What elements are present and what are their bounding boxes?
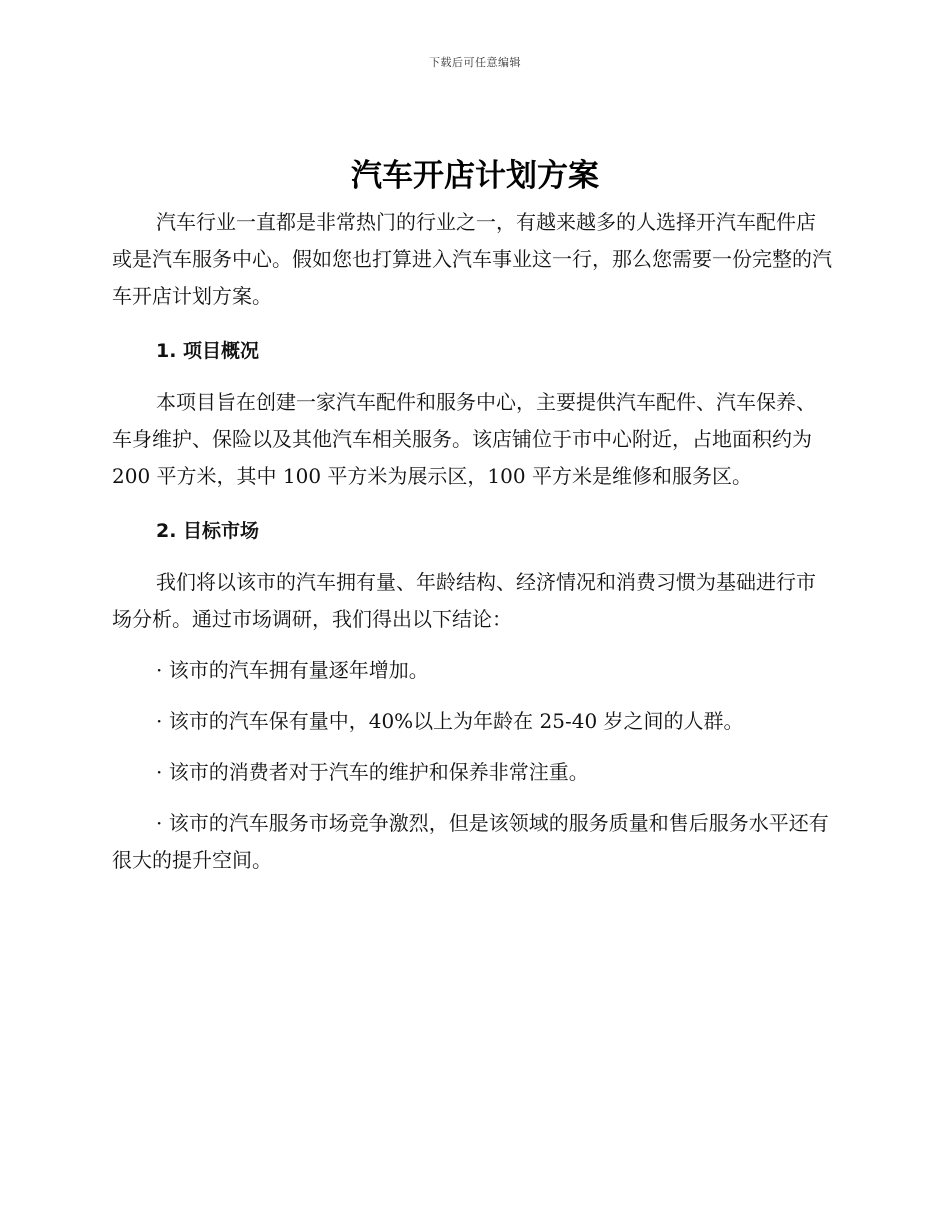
list-item: · 该市的消费者对于汽车的维护和保养非常注重。	[156, 760, 589, 784]
list-item: · 该市的汽车保有量中，40%以上为年龄在 25-40 岁之间的人群。	[156, 709, 744, 733]
project-overview-paragraph: 本项目旨在创建一家汽车配件和服务中心，主要提供汽车配件、汽车保养、车身维护、保险以及其他汽车相关服务。该店铺位于市中心附近，占地面积约为 200 平方米，其中 100 平方米为展示区，100 平方米是维修和服务区。	[112, 390, 816, 488]
page-header: 下载后可任意编辑	[429, 56, 521, 69]
list-item: · 该市的汽车服务市场竞争激烈，但是该领域的服务质量和售后服务水平还有很大的提升空间。	[112, 811, 829, 872]
section-heading-project-overview: 1. 项目概况	[156, 340, 260, 362]
section-heading-target-market: 2. 目标市场	[156, 520, 260, 542]
intro-paragraph: 汽车行业一直都是非常热门的行业之一，有越来越多的人选择开汽车配件店或是汽车服务中心。假如您也打算进入汽车事业这一行，那么您需要一份完整的汽车开店计划方案。	[112, 210, 832, 308]
target-market-paragraph: 我们将以该市的汽车拥有量、年龄结构、经济情况和消费习惯为基础进行市场分析。通过市场调研，我们得出以下结论：	[112, 570, 816, 631]
list-item: · 该市的汽车拥有量逐年增加。	[156, 658, 429, 682]
document-body	[112, 204, 832, 879]
document-title: 汽车开店计划方案	[351, 158, 599, 194]
